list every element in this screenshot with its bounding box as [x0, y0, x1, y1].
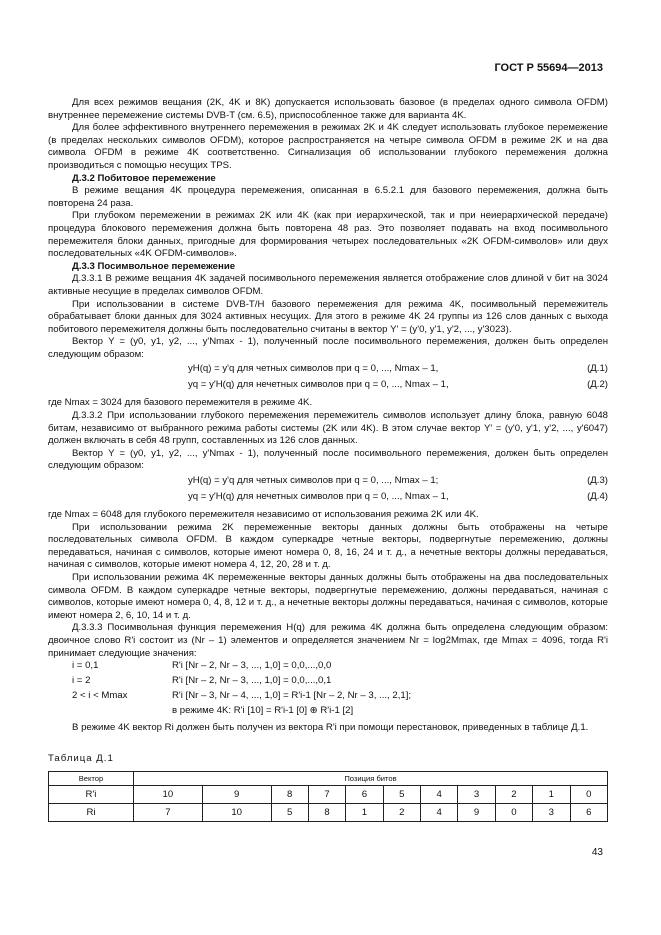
- table-cell: 7: [308, 786, 345, 804]
- section-heading: Д.3.2 Побитовое перемежение: [72, 172, 216, 184]
- table-cell: 4: [421, 786, 458, 804]
- table-cell: 9: [458, 804, 495, 822]
- table-cell: 8: [308, 804, 345, 822]
- section-heading: Д.3.3 Посимвольное перемежение: [72, 260, 236, 272]
- case-row: [48, 705, 608, 720]
- formula-expression: yq = y'H(q) для нечетных символов при q = 0, ..., Nmax – 1,: [188, 379, 449, 391]
- formula-d4: [48, 491, 608, 507]
- table-cell: Ri: [49, 804, 134, 822]
- table-cell: 1: [533, 786, 570, 804]
- case-value: в режиме 4K: R'i [10] = R'i-1 [0] ⊕ R'i-1 [2]: [172, 705, 354, 717]
- table-cell: 2: [495, 786, 532, 804]
- paragraph: В режиме вещания 4K процедура перемежения, описанная в 6.5.2.1 для базового перемежения, должна быть повторена 24 раза.: [48, 185, 608, 209]
- table-header-cell: Позиция битов: [134, 772, 608, 786]
- table-row: [49, 804, 608, 822]
- page-number: 43: [591, 847, 603, 858]
- case-value: R'i [Nr – 3, Nr – 4, ..., 1,0] = R'i-1 [Nr – 2, Nr – 3, ..., 2,1];: [172, 690, 412, 702]
- table-cell: 9: [202, 786, 271, 804]
- table-cell: 10: [134, 786, 203, 804]
- page-body: [48, 97, 608, 822]
- formula-d1: [48, 363, 608, 379]
- formula-d3: [48, 475, 608, 491]
- formula-expression: yH(q) = y'q для четных символов при q = 0, ..., Nmax – 1;: [188, 475, 439, 487]
- paragraph: [48, 448, 608, 473]
- paragraph: где Nmax = 3024 для базового перемежителя в режиме 4K.: [48, 397, 313, 409]
- formula-expression: yH(q) = y'q для четных символов при q = 0, ..., Nmax – 1,: [188, 363, 439, 375]
- case-value: R'i [Nr – 2, Nr – 3, ..., 1,0] = 0,0,...,0,1: [172, 675, 332, 687]
- table-cell: 1: [346, 804, 383, 822]
- table-cell: R'i: [49, 786, 134, 804]
- document-id: ГОСТ Р 55694—2013: [494, 62, 603, 74]
- formula-expression: yq = y'H(q) для нечетных символов при q = 0, ..., Nmax – 1,: [188, 491, 449, 503]
- paragraph: При глубоком перемежении в режимах 2K или 4K (как при иерархической, так и при неиерархической передаче) процедура блокового перемежения должна быть повторена 48 раз. Это позволяет подавать на вход посимвольного перемежителя блоки данных, пригодные для формирования четырех последовательных «2K OFDM-символов» или двух последовательных «4K OFDM-символов».: [48, 210, 608, 260]
- table-cell: 3: [533, 804, 570, 822]
- vector-expression: Y' = (y'0, y'1, y'2, ..., y'3023).: [390, 323, 512, 335]
- table-cell: 4: [421, 804, 458, 822]
- paragraph-text: Вектор: [72, 336, 103, 348]
- formula-number: (Д.4): [587, 491, 608, 503]
- vector-expression: Y' = (y'0, y'1, y'2, ..., y'6047): [483, 422, 608, 434]
- table-cell: 10: [202, 804, 271, 822]
- paragraph: где Nmax = 6048 для глубокого перемежителя независимо от использования режима 2K или 4K.: [48, 509, 479, 521]
- paragraph: [48, 336, 608, 361]
- paragraph: Д.3.3.1 В режиме вещания 4K задачей посимвольного перемежения является отображение слов длиной v бит на 3024 активные несущие в пределах символов OFDM.: [48, 273, 608, 297]
- case-condition: i = 0,1: [72, 660, 99, 672]
- paragraph: В режиме 4K вектор Ri должен быть получен из вектора R'i при помощи перестановок, приведенных в таблице Д.1.: [72, 722, 589, 734]
- paragraph: Для всех режимов вещания (2K, 4K и 8K) допускается использовать базовое (в пределах одного символа OFDM) внутреннее перемежение системы DVB-T (см. 6.5), приспособленное также для варианта 4K.: [48, 97, 608, 121]
- table-row: [49, 786, 608, 804]
- paragraph: Д.3.3.3 Посимвольная функция перемежения H(q) для режима 4K должна быть определена следующим образом: двоичное слово R'i состоит из (Nr – 1) элементов и определяется значением Nr = log2Mmax, где Mmax = 4096, тогда R'i принимает следующие значения:: [48, 622, 608, 659]
- case-row: [48, 690, 608, 705]
- paragraph-text: Д.3.3.2 При использовании глубокого перемежения перемежитель символов использует длину блока, равную 6048 битам, независимо от выбранного режима работы системы (2K или 4K). В этом случае вектор: [48, 410, 608, 434]
- table-cell: 7: [134, 804, 203, 822]
- table-cell: 0: [570, 786, 607, 804]
- paragraph-text: При использовании в системе DVB-T/H базового перемежения для режима 4K, посимвольный перемежитель обрабатывает блоки данных для 3024 активных несущих. Для этого в режиме 4K 24 группы из 126 слов данных с выхода побитового перемежителя должны быть последовательно считаны в вектор: [48, 298, 608, 335]
- table-header-row: [49, 772, 608, 786]
- formula-number: (Д.2): [587, 379, 608, 391]
- paragraph-text: Вектор: [72, 447, 103, 459]
- paragraph: [48, 299, 608, 337]
- table-cell: 0: [495, 804, 532, 822]
- table-caption: Таблица Д.1: [48, 752, 114, 764]
- table-header-cell: Вектор: [49, 772, 134, 786]
- paragraph: Для более эффективного внутреннего перемежения в режимах 2K и 4K следует использовать глубокое перемежение (в пределах нескольких символов OFDM), которое распространяется на четыре символа OFDM в режиме 2K и на два символа OFDM в режиме 4K соответственно. Сигнализация об использовании глубокого перемежения должна производиться с помощью несущих TPS.: [48, 122, 608, 171]
- case-condition: 2 < i < Mmax: [72, 690, 128, 702]
- case-value: R'i [Nr – 2, Nr – 3, ..., 1,0] = 0,0,...,0,0: [172, 660, 332, 672]
- formula-number: (Д.3): [587, 475, 608, 487]
- paragraph-text: должен включать в себя 48 групп, составленных из 126 слов данных.: [48, 435, 358, 447]
- permutation-table: [48, 771, 608, 822]
- paragraph: При использовании режима 2K перемеженные векторы данных должны быть отображены на четыре последовательных символа OFDM. В каждом суперкадре четные векторы, подвергнутые перемежению, должны передаваться, начиная с символов, которые имеют номера 0, 8, 16, 24 и т. д., а нечетные векторы должны передаваться, начиная с символов, которые имеют номера 4, 12, 20, 28 и т. д.: [48, 521, 608, 571]
- paragraph-text: полученный после посимвольного перемежения, должен быть определен следующим образом:: [48, 336, 608, 360]
- table-cell: 3: [458, 786, 495, 804]
- case-condition: i = 2: [72, 675, 91, 687]
- formula-d2: [48, 379, 608, 395]
- table-cell: 6: [346, 786, 383, 804]
- paragraph: При использовании режима 4K перемеженные векторы данных должны быть отображены на два последовательных символа OFDM. В каждом суперкадре четные векторы, подвергнутые перемежению, должны передаваться, начиная с символов, которые имеют номера 0, 4, 8, 12 и т. д., а нечетные векторы должны передаваться, начиная с символов, которые имеют номера 2, 6, 10, 14 и т. д.: [48, 572, 608, 621]
- case-row: [48, 660, 608, 675]
- vector-expression: Y = (y0, y1, y2, ..., y'Nmax - 1): [108, 447, 257, 459]
- paragraph: [48, 410, 608, 448]
- case-row: [48, 675, 608, 690]
- paragraph-text: , полученный после посимвольного перемежения, должен быть определен следующим образом:: [48, 447, 608, 472]
- table-cell: 2: [383, 804, 420, 822]
- table-cell: 6: [570, 804, 607, 822]
- table-cell: 5: [271, 804, 308, 822]
- table-cell: 5: [383, 786, 420, 804]
- formula-number: (Д.1): [587, 363, 608, 375]
- table-cell: 8: [271, 786, 308, 804]
- vector-expression: Y = (y0, y1, y2, ..., y'Nmax - 1),: [108, 336, 259, 348]
